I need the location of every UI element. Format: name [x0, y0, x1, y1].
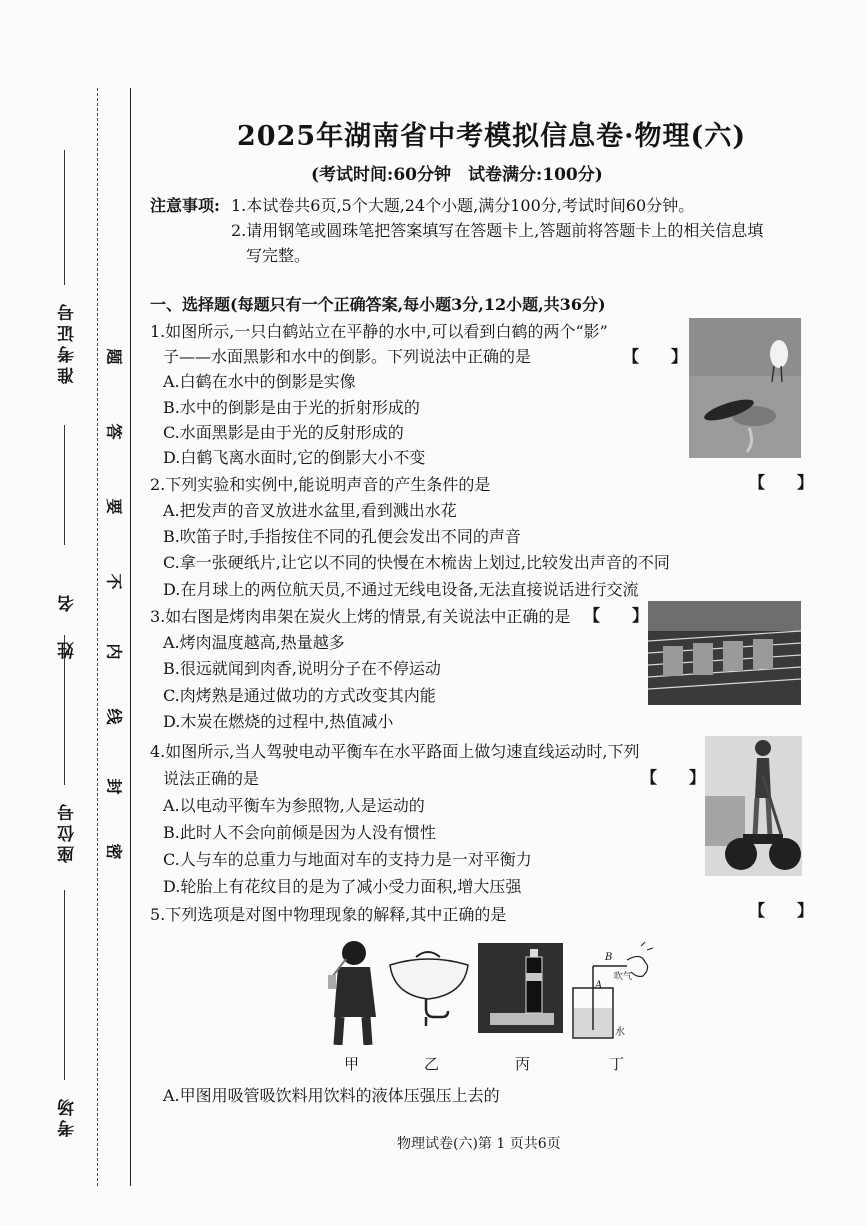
figure-caption-jia: 甲	[344, 1055, 360, 1073]
option: B.水中的倒影是由于光的折射形成的	[163, 398, 420, 417]
notice-item: 写完整。	[246, 246, 311, 265]
notice-item: 2.请用钢笔或圆珠笔把答案填写在答题卡上,答题前将答题卡上的相关信息填	[231, 221, 764, 240]
bbq-photo	[648, 601, 801, 705]
figure-caption-bing: 丙	[515, 1055, 531, 1073]
option: D.轮胎上有花纹目的是为了减小受力面积,增大压强	[163, 877, 522, 896]
figure-yi-sink	[386, 943, 471, 1026]
answer-bracket: 【 】	[584, 606, 649, 625]
seal-char: 密	[104, 843, 124, 860]
label-a: A	[595, 980, 603, 991]
figure-caption-ding: 丁	[609, 1055, 625, 1073]
question-stem: 说法正确的是	[163, 769, 260, 788]
seal-char: 要	[104, 498, 124, 515]
question-stem: 3.如右图是烤肉串架在炭火上烤的情景,有关说法中正确的是	[150, 607, 571, 626]
page-title: 2025年湖南省中考模拟信息卷·物理(六)	[237, 121, 747, 152]
option: A.把发声的音叉放进水盆里,看到溅出水花	[163, 501, 457, 520]
notice-item: 1.本试卷共6页,5个大题,24个小题,满分100分,考试时间60分钟。	[231, 196, 695, 215]
question-stem: 4.如图所示,当人驾驶电动平衡车在水平路面上做匀速直线运动时,下列	[150, 742, 640, 761]
figure-ding-diagram	[565, 938, 660, 1043]
option: C.人与车的总重力与地面对车的支持力是一对平衡力	[163, 850, 532, 869]
seal-char: 不	[104, 573, 124, 590]
figure-jia-straw	[326, 937, 380, 1045]
figure-caption-yi: 乙	[424, 1055, 440, 1073]
question-stem: 5.下列选项是对图中物理现象的解释,其中正确的是	[150, 905, 507, 924]
option: A.白鹤在水中的倒影是实像	[163, 372, 356, 391]
option: A.甲图用吸管吸饮料用饮料的液体压强压上去的	[163, 1086, 500, 1105]
question-stem: 1.如图所示,一只白鹤站立在平静的水中,可以看到白鹤的两个“影”	[150, 322, 608, 341]
option: B.吹笛子时,手指按住不同的孔便会发出不同的声音	[163, 527, 521, 546]
answer-bracket: 【 】	[641, 768, 706, 787]
section-heading: 一、选择题(每题只有一个正确答案,每小题3分,12小题,共36分)	[150, 295, 606, 314]
binding-outer-rule	[130, 88, 131, 1186]
label-exam-room: 考场	[58, 1095, 78, 1137]
label-admission-number: 准考证号	[58, 300, 78, 384]
crane-photo	[689, 318, 801, 458]
label-seat-number: 座位号	[58, 800, 78, 863]
option: A.烤肉温度越高,热量越多	[163, 633, 345, 652]
answer-bracket: 【 】	[749, 473, 814, 492]
exam-subtitle: (考试时间:60分钟 试卷满分:100分)	[311, 165, 603, 185]
answer-bracket: 【 】	[623, 347, 688, 366]
fill-line-exam-room	[64, 890, 65, 1080]
option: D.木炭在燃烧的过程中,热值减小	[163, 712, 394, 731]
option: B.此时人不会向前倾是因为人没有惯性	[163, 823, 436, 842]
label-blow: 吹气	[614, 972, 633, 982]
seal-char: 线	[104, 708, 124, 725]
fill-line-name	[64, 425, 65, 545]
question-stem: 子——水面黑影和水中的倒影。下列说法中正确的是	[163, 347, 532, 366]
binding-dashed-line	[97, 88, 98, 1186]
seal-char: 答	[104, 423, 124, 440]
label-water: 水	[615, 1027, 625, 1038]
balance-scooter-photo	[705, 736, 802, 876]
figure-bing-bottle	[478, 943, 563, 1033]
question-stem: 2.下列实验和实例中,能说明声音的产生条件的是	[150, 475, 491, 494]
page-footer: 物理试卷(六)第 1 页共6页	[397, 1136, 561, 1152]
option: C.肉烤熟是通过做功的方式改变其内能	[163, 686, 436, 705]
option: C.水面黑影是由于光的反射形成的	[163, 423, 404, 442]
notice-label: 注意事项:	[150, 196, 220, 215]
answer-bracket: 【 】	[749, 901, 814, 920]
option: B.很远就闻到肉香,说明分子在不停运动	[163, 659, 441, 678]
option: D.白鹤飞离水面时,它的倒影大小不变	[163, 448, 426, 467]
seal-char: 题	[104, 348, 124, 365]
fill-line-admission	[64, 150, 65, 285]
label-b: B	[605, 952, 613, 963]
label-name: 姓名	[58, 565, 78, 659]
option: A.以电动平衡车为参照物,人是运动的	[163, 796, 425, 815]
seal-char: 封	[104, 778, 124, 795]
option: C.拿一张硬纸片,让它以不同的快慢在木梳齿上划过,比较发出声音的不同	[163, 553, 670, 572]
seal-char: 内	[104, 643, 124, 660]
option: D.在月球上的两位航天员,不通过无线电设备,无法直接说话进行交流	[163, 580, 639, 599]
